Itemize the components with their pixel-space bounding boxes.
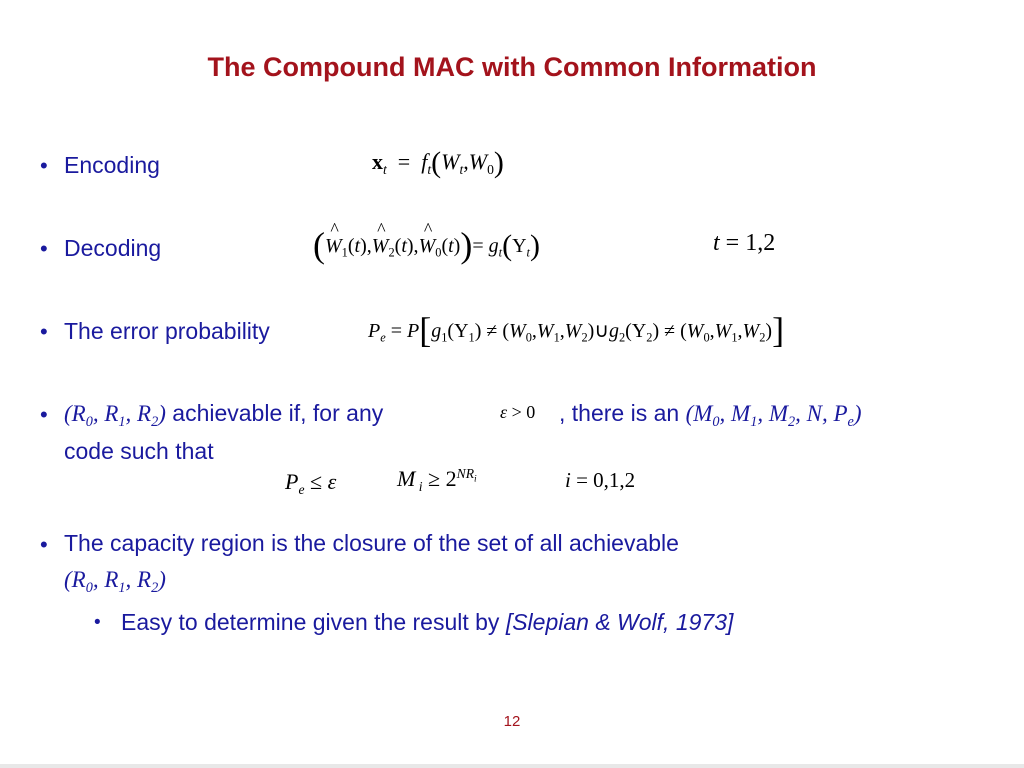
rate-tuple: ($R_0$, $R_1$, $R_2$) xyxy=(64,567,166,596)
epsilon-condition: ε > 0 xyxy=(500,402,536,422)
decoding-formula: (^ $W_1(t),\^{}$ $W_2(t),\^{}$ $W_0(t))= g_t(Y_t)$ xyxy=(313,224,540,266)
bullet-dot: • xyxy=(40,319,48,344)
rate-tuple: ($R_0$, $R_1$, $R_2$) xyxy=(64,401,166,430)
bullet-encoding: Encoding xyxy=(64,152,160,178)
page-number: 12 xyxy=(503,713,521,730)
slide-title: The Compound MAC with Common Information xyxy=(207,52,817,82)
sub-bullet xyxy=(121,609,733,636)
bullet-decoding: Decoding xyxy=(64,235,162,261)
achievable-text-3: code such that xyxy=(64,438,214,464)
error-probability-formula: $P_e = P[g_1(Y_1)$ ≠ $(W_0,W_1,W_2)\cup g_2(Y_2) \ne (W_0,W_1,W_2)$] xyxy=(368,310,785,350)
code-tuple: ($M_0$, $M_1$, $M_2$, N, $P_e$) xyxy=(685,401,862,430)
bullet-capacity: The capacity region is the closure of the set of all achievable xyxy=(64,530,679,556)
bullet-dot: • xyxy=(40,402,48,427)
footer-divider xyxy=(0,764,1024,768)
achievable-text-2: , there is an xyxy=(559,400,680,426)
index-range: i = 0,1,2 xyxy=(565,468,636,492)
bullet-achievable xyxy=(64,400,384,430)
bullet-dot: • xyxy=(40,153,48,178)
achievable-text-1: achievable if, for any xyxy=(172,400,384,426)
sub-bullet-text: Easy to determine given the result by xyxy=(121,609,500,635)
bullet-dot: • xyxy=(40,236,48,261)
citation: [Slepian & Wolf, 1973] xyxy=(505,609,734,635)
bullet-error-probability: The error probability xyxy=(64,318,270,344)
capacity-rate-tuple xyxy=(64,566,166,596)
sub-bullet-dot: • xyxy=(94,612,101,633)
bullet-dot: • xyxy=(40,532,48,557)
encoding-formula: $x_t = f_t(W_t,W_0)$ xyxy=(372,146,504,179)
error-bound-formula: $P_e \le \varepsilon$ xyxy=(285,469,337,497)
achievable-line-2 xyxy=(559,400,862,430)
message-size-formula: M $_i \ge 2^{NR_i}$ xyxy=(397,465,477,494)
decoding-index: t = 1,2 xyxy=(713,230,776,256)
